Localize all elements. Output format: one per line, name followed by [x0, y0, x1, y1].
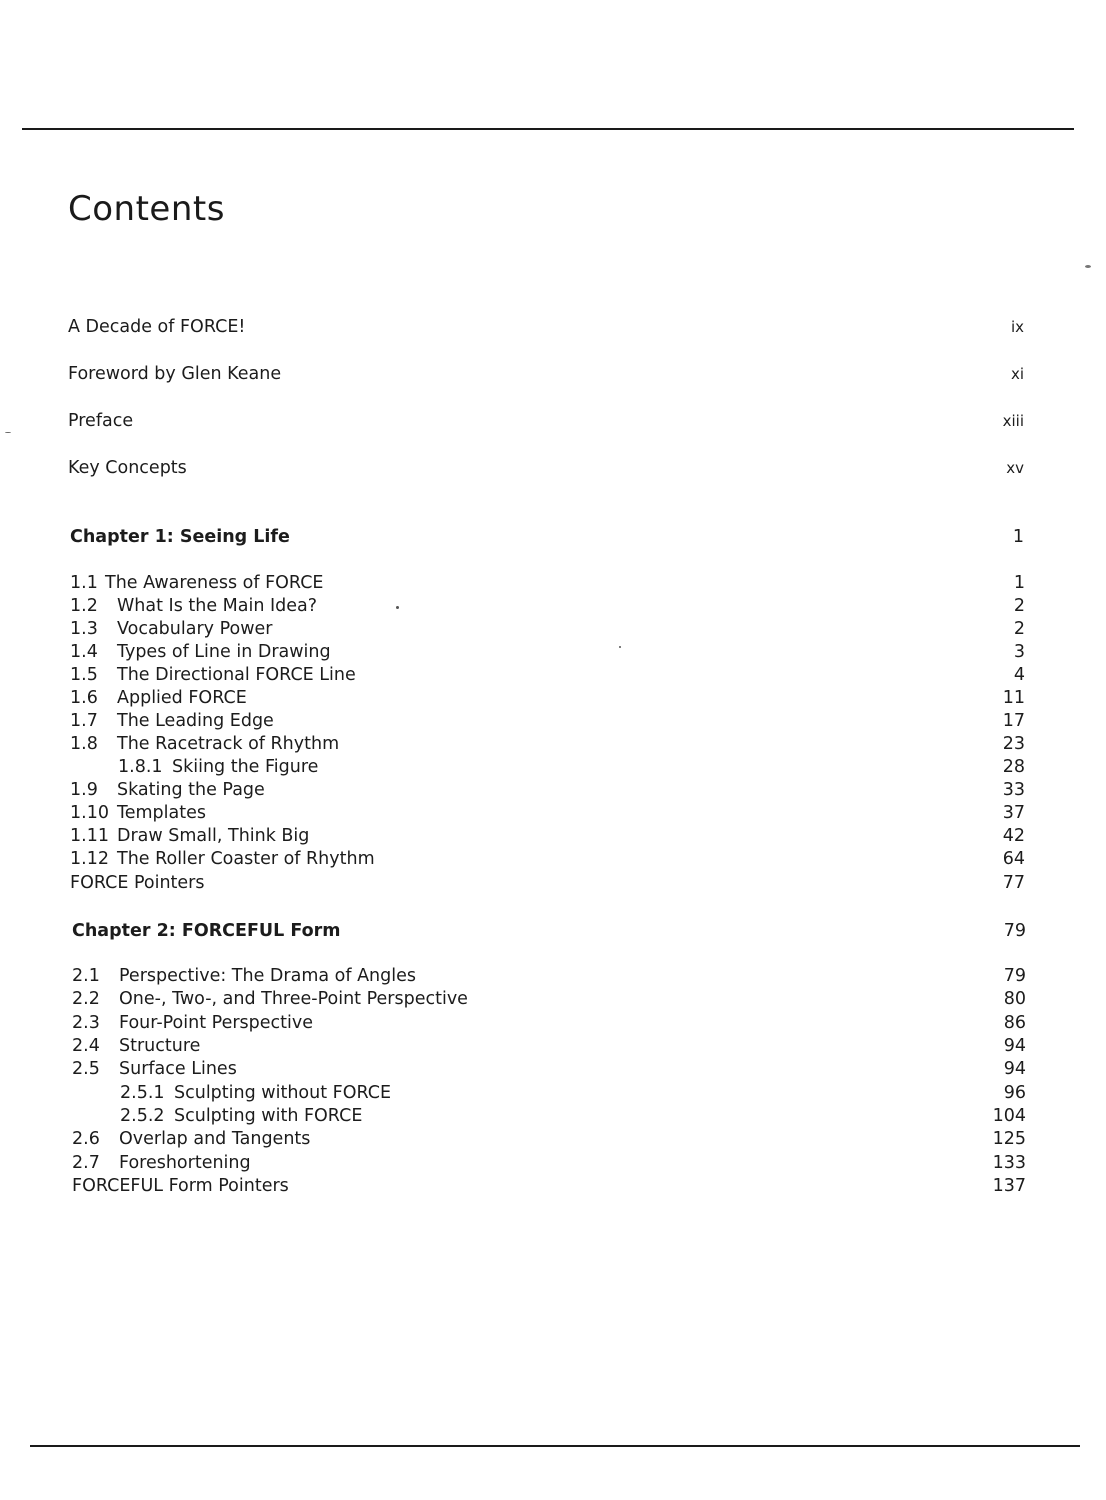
toc-page-number: 96: [1003, 1083, 1026, 1103]
section-title: Sculpting without FORCE: [174, 1083, 392, 1103]
section-number: 1.6: [70, 688, 98, 708]
section-title: Skiing the Figure: [172, 757, 319, 777]
toc-page-number: 137: [992, 1176, 1026, 1196]
section-title: Types of Line in Drawing: [117, 642, 331, 662]
toc-page-number: 28: [1002, 757, 1025, 777]
section-number: 1.2: [70, 596, 98, 616]
toc-page-number: 42: [1002, 826, 1025, 846]
scan-speck: [5, 432, 11, 433]
section-title: Skating the Page: [117, 780, 265, 800]
section-title: FORCEFUL Form Pointers: [72, 1176, 289, 1196]
toc-page-number: 125: [992, 1129, 1026, 1149]
toc-entry-title: Preface: [68, 411, 134, 431]
section-number: 2.6: [72, 1129, 100, 1149]
section-title: The Leading Edge: [117, 711, 274, 731]
section-title: The Racetrack of Rhythm: [117, 734, 340, 754]
toc-entry-title: Key Concepts: [68, 458, 187, 478]
chapter-title: Chapter 1: Seeing Life: [70, 527, 290, 547]
toc-page-number: 2: [1013, 619, 1025, 639]
section-number: 1.9: [70, 780, 98, 800]
bottom-rule: [30, 1445, 1080, 1447]
scan-speck: [1085, 265, 1091, 268]
toc-page-number: 11: [1002, 688, 1025, 708]
section-number: 1.7: [70, 711, 98, 731]
section-number: 2.4: [72, 1036, 100, 1056]
toc-page-number: 2: [1013, 596, 1025, 616]
toc-page-number: 86: [1003, 1013, 1026, 1033]
scan-speck: [396, 606, 399, 609]
scan-speck: [619, 646, 621, 648]
page-title: Contents: [68, 188, 225, 229]
section-number: 1.4: [70, 642, 98, 662]
section-number: 1.8: [70, 734, 98, 754]
section-number: 2.7: [72, 1153, 100, 1173]
section-title: FORCE Pointers: [70, 873, 205, 893]
toc-page-number: 64: [1002, 849, 1025, 869]
toc-page-number: 77: [1002, 873, 1025, 893]
toc-page-number: 94: [1003, 1036, 1026, 1056]
section-number: 2.3: [72, 1013, 100, 1033]
section-title: Sculpting with FORCE: [174, 1106, 363, 1126]
section-title: The Awareness of FORCE: [105, 573, 324, 593]
section-title: Structure: [119, 1036, 201, 1056]
section-title: What Is the Main Idea?: [117, 596, 318, 616]
toc-entry-title: A Decade of FORCE!: [68, 317, 246, 337]
toc-page-number: 17: [1002, 711, 1025, 731]
toc-page-number: 23: [1002, 734, 1025, 754]
section-number: 2.5.2: [120, 1106, 165, 1126]
section-number: 1.12: [70, 849, 109, 869]
toc-page-number: xi: [1010, 365, 1024, 383]
section-number: 2.1: [72, 966, 100, 986]
toc-page-number: 80: [1003, 989, 1026, 1009]
chapter-page-number: 1: [1012, 527, 1024, 547]
section-title: Templates: [117, 803, 206, 823]
toc-page-number: 104: [992, 1106, 1026, 1126]
toc-page-number: 4: [1013, 665, 1025, 685]
section-number: 1.11: [70, 826, 109, 846]
toc-page-number: 94: [1003, 1059, 1026, 1079]
section-title: The Roller Coaster of Rhythm: [117, 849, 375, 869]
top-rule: [22, 128, 1074, 130]
section-title: One-, Two-, and Three-Point Perspective: [119, 989, 468, 1009]
toc-entry-title: Foreword by Glen Keane: [68, 364, 282, 384]
section-title: Draw Small, Think Big: [117, 826, 310, 846]
toc-page-number: xiii: [1002, 412, 1024, 430]
toc-page-number: xv: [1006, 459, 1024, 477]
section-title: Surface Lines: [119, 1059, 237, 1079]
section-number: 2.5: [72, 1059, 100, 1079]
toc-page-number: 133: [992, 1153, 1026, 1173]
section-title: Applied FORCE: [117, 688, 247, 708]
section-number: 1.5: [70, 665, 98, 685]
toc-page-number: 37: [1002, 803, 1025, 823]
section-number: 2.2: [72, 989, 100, 1009]
section-title: Perspective: The Drama of Angles: [119, 966, 416, 986]
toc-page-number: 3: [1013, 642, 1025, 662]
section-number: 1.10: [70, 803, 109, 823]
section-title: Overlap and Tangents: [119, 1129, 311, 1149]
toc-page-number: 79: [1003, 966, 1026, 986]
section-number: 1.1: [70, 573, 98, 593]
toc-page-number: 33: [1002, 780, 1025, 800]
section-title: Four-Point Perspective: [119, 1013, 313, 1033]
section-title: Foreshortening: [119, 1153, 251, 1173]
toc-page-number: 1: [1013, 573, 1025, 593]
section-number: 1.3: [70, 619, 98, 639]
section-number: 1.8.1: [118, 757, 163, 777]
chapter-page-number: 79: [1003, 921, 1026, 941]
chapter-title: Chapter 2: FORCEFUL Form: [72, 921, 341, 941]
toc-page-number: ix: [1010, 318, 1024, 336]
section-number: 2.5.1: [120, 1083, 165, 1103]
section-title: The Directional FORCE Line: [117, 665, 356, 685]
section-title: Vocabulary Power: [117, 619, 273, 639]
